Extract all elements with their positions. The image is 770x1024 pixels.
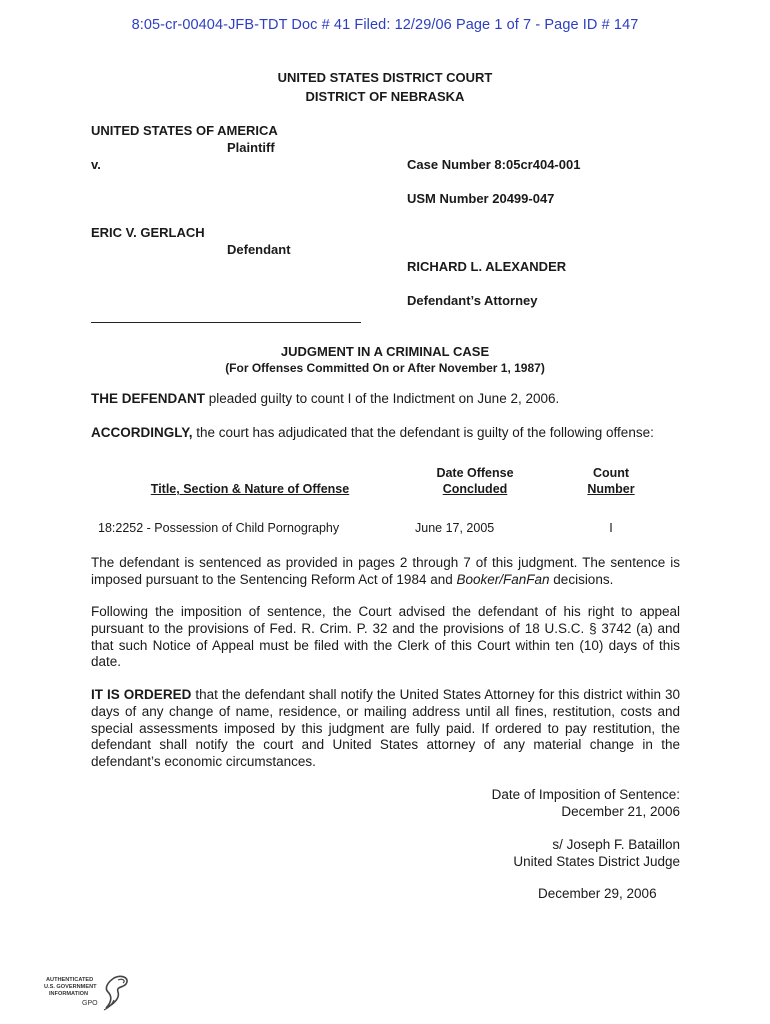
col-header-offense: Title, Section & Nature of Offense (150, 482, 350, 496)
accordingly-lead: ACCORDINGLY, (91, 425, 193, 440)
imposition-label: Date of Imposition of Sentence: (491, 787, 680, 802)
defendant-name: ERIC V. GERLACH (91, 225, 205, 240)
versus: v. (91, 157, 101, 172)
gpo-line3: INFORMATION (49, 991, 89, 997)
caption-divider (91, 322, 361, 323)
col-header-count: Count Number (587, 466, 635, 496)
gpo-authentication-logo (44, 972, 134, 1016)
judgment-subtitle: (For Offenses Committed On or After November 1, 1987) (225, 361, 545, 375)
court-name: UNITED STATES DISTRICT COURT (277, 70, 493, 85)
docket-header: 8:05-cr-00404-JFB-TDT Doc # 41 Filed: 12/29/06 Page 1 of 7 - Page ID # 147 (131, 17, 639, 33)
judge-title: United States District Judge (513, 854, 680, 869)
ordered-paragraph: IT IS ORDERED that the defendant shall notify the United States Attorney for this district within 30 days of any change of name, residence, or mailing address until all fines, restitution, costs and special assessments imposed by this judgment are fully paid. If ordered to pay restitution, the defendant shall notify the court and United States attorney of any material change in the defendant’s economic circumstances. (91, 687, 680, 770)
col-header-date: Date Offense Concluded (436, 466, 514, 496)
gpo-eagle-icon (44, 972, 134, 1016)
gpo-line2: U.S. GOVERNMENT (44, 984, 97, 990)
sentence-paragraph: The defendant is sentenced as provided in pages 2 through 7 of this judgment. The sentence is imposed pursuant to the Sentencing Reform Act of 1984 and Booker/FanFan decisions. (91, 555, 680, 587)
plaintiff-name: UNITED STATES OF AMERICA (91, 123, 278, 138)
offense-count-cell: I (609, 521, 613, 535)
signed-date: December 29, 2006 (538, 886, 657, 901)
judgment-title: JUDGMENT IN A CRIMINAL CASE (280, 344, 490, 359)
attorney-role: Defendant’s Attorney (407, 293, 538, 308)
appeal-paragraph: Following the imposition of sentence, the Court advised the defendant of his right to appeal pursuant to the provisions of Fed. R. Crim. P. 32 and the provisions of 18 U.S.C. § 3742 (a) and that such Notice of Appeal must be filed with the Clerk of this Court within ten (10) days of this date. (91, 604, 680, 670)
attorney-name: RICHARD L. ALEXANDER (407, 259, 567, 274)
plea-lead: THE DEFENDANT (91, 391, 205, 406)
usm-number: USM Number 20499-047 (407, 191, 555, 206)
offense-date-cell: June 17, 2005 (415, 521, 495, 535)
case-number: Case Number 8:05cr404-001 (407, 157, 581, 172)
court-district: DISTRICT OF NEBRASKA (305, 89, 465, 104)
gpo-line1: AUTHENTICATED (46, 977, 94, 983)
accordingly-text: the court has adjudicated that the defendant is guilty of the following offense: (192, 425, 654, 440)
defendant-role: Defendant (227, 242, 291, 257)
plea-text: pleaded guilty to count I of the Indictment on June 2, 2006. (205, 391, 560, 406)
accordingly-statement (91, 425, 654, 442)
imposition-date: December 21, 2006 (561, 804, 680, 819)
plaintiff-role: Plaintiff (227, 140, 275, 155)
gpo-mark: GPO (82, 1000, 98, 1007)
plea-statement (91, 391, 559, 408)
offense-cell: 18:2252 - Possession of Child Pornography (98, 521, 340, 535)
judge-signature: s/ Joseph F. Bataillon (552, 837, 680, 852)
